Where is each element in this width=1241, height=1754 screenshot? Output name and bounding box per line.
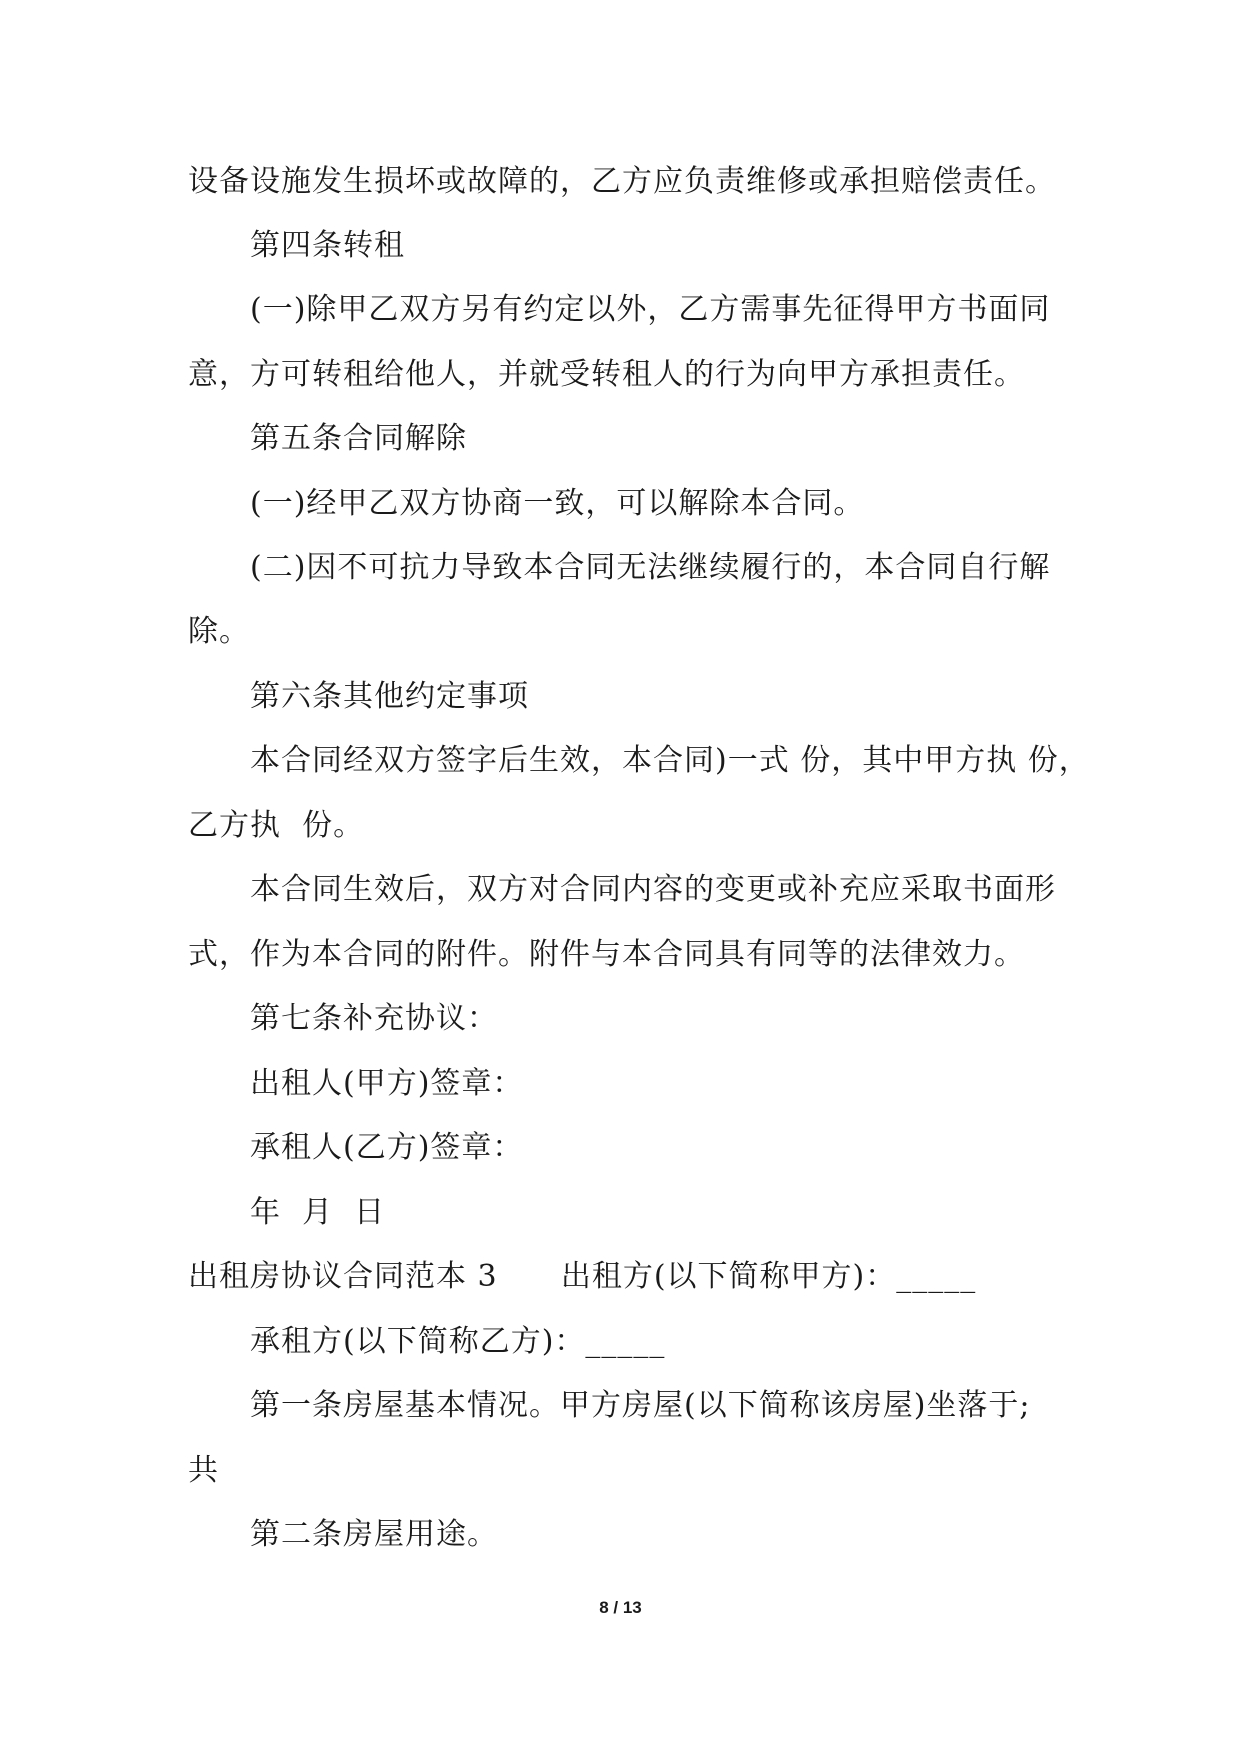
paragraph-line: (一)经甲乙双方协商一致，可以解除本合同。 xyxy=(250,486,865,521)
paragraph-line: 本合同经双方签字后生效，本合同)一式 份，其中甲方执 份， xyxy=(250,743,1090,778)
article-heading: 第四条转租 xyxy=(250,228,405,263)
signature-line-lessee: 承租人(乙方)签章： xyxy=(250,1130,524,1165)
article-heading: 第六条其他约定事项 xyxy=(250,679,529,714)
paragraph-line: 式，作为本合同的附件。附件与本合同具有同等的法律效力。 xyxy=(188,937,1025,972)
paragraph-line: 承租方(以下简称乙方)：_____ xyxy=(250,1324,666,1359)
paragraph-line: (一)除甲乙双方另有约定以外，乙方需事先征得甲方书面同 xyxy=(250,292,1051,327)
paragraph-line: 共 xyxy=(188,1453,219,1488)
template-title-line: 出租房协议合同范本 3 出租方(以下简称甲方)：_____ xyxy=(188,1259,977,1294)
page-number: 8 / 13 xyxy=(599,1598,642,1617)
article-heading: 第一条房屋基本情况。甲方房屋(以下简称该房屋)坐落于; xyxy=(250,1388,1031,1423)
paragraph-line: 意，方可转租给他人，并就受转租人的行为向甲方承担责任。 xyxy=(188,357,1025,392)
article-heading: 第七条补充协议： xyxy=(250,1001,498,1036)
paragraph-line: 乙方执 份。 xyxy=(188,808,365,843)
signature-line-lessor: 出租人(甲方)签章： xyxy=(250,1066,524,1101)
paragraph-line: 本合同生效后，双方对合同内容的变更或补充应采取书面形 xyxy=(250,872,1056,907)
article-heading: 第五条合同解除 xyxy=(250,421,467,456)
paragraph-line: 除。 xyxy=(188,614,250,649)
paragraph-line: 设备设施发生损坏或故障的，乙方应负责维修或承担赔偿责任。 xyxy=(188,164,1056,199)
article-heading: 第二条房屋用途。 xyxy=(250,1517,498,1552)
paragraph-line: (二)因不可抗力导致本合同无法继续履行的，本合同自行解 xyxy=(250,550,1051,585)
date-line: 年 月 日 xyxy=(250,1195,386,1230)
